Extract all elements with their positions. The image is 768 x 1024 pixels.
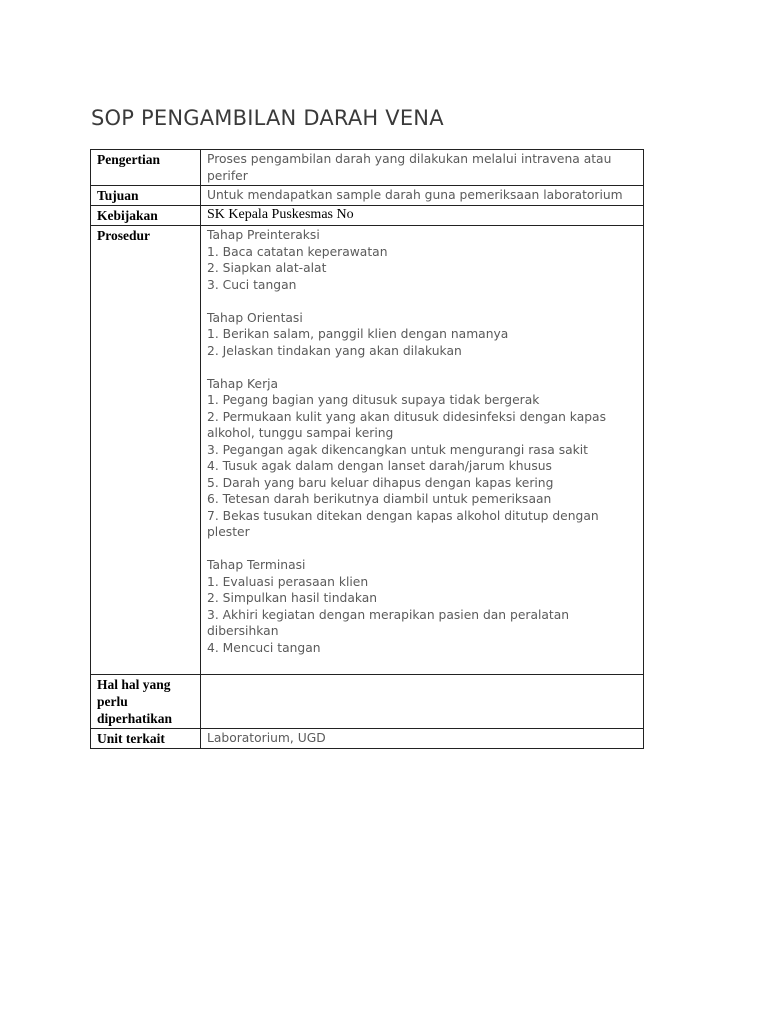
procedure-section-preinteraksi [207,227,637,293]
table-row-hal [91,675,644,729]
row-label-unit: Unit terkait [91,729,201,749]
procedure-step: 7. Bekas tusukan ditekan dengan kapas alkohol ditutup dengan plester [207,508,599,539]
row-value-tujuan: Untuk mendapatkan sample darah guna pemeriksaan laboratorium [201,186,644,206]
row-value-hal [201,675,644,729]
row-value-kebijakan: SK Kepala Puskesmas No [201,206,644,226]
row-label-tujuan: Tujuan [91,186,201,206]
table-row-prosedur [91,226,644,675]
procedure-step: 1. Pegang bagian yang ditusuk supaya tidak bergerak [207,393,540,407]
procedure-step: 2. Siapkan alat-alat [207,261,327,275]
procedure-step: 1. Evaluasi perasaan klien [207,574,369,589]
procedure-section-terminasi [207,557,637,656]
row-value-prosedur [201,226,644,675]
section-heading: Tahap Terminasi [207,558,306,572]
procedure-step: 2. Permukaan kulit yang akan ditusuk didesinfeksi dengan kapas alkohol, tunggu sampai kering [207,409,606,440]
section-heading: Tahap Kerja [207,376,279,391]
row-label-pengertian: Pengertian [91,150,201,186]
procedure-step: 3. Pegangan agak dikencangkan untuk mengurangi rasa sakit [207,442,588,457]
procedure-step: 1. Berikan salam, panggil klien dengan namanya [207,327,509,341]
table-row-tujuan [91,186,644,206]
procedure-step: 1. Baca catatan keperawatan [207,244,388,259]
procedure-step: 3. Akhiri kegiatan dengan merapikan pasien dan peralatan dibersihkan [207,607,570,638]
procedure-step: 2. Jelaskan tindakan yang akan dilakukan [207,343,462,358]
procedure-step: 5. Darah yang baru keluar dihapus dengan kapas kering [207,475,554,490]
row-value-pengertian: Proses pengambilan darah yang dilakukan melalui intravena atau perifer [201,150,644,186]
table-row-kebijakan [91,206,644,226]
row-label-prosedur: Prosedur [91,226,201,675]
table-row-unit [91,729,644,749]
procedure-step: 4. Tusuk agak dalam dengan lanset darah/jarum khusus [207,459,552,473]
sop-table [90,149,644,749]
procedure-step: 4. Mencuci tangan [207,640,321,655]
procedure-step: 2. Simpulkan hasil tindakan [207,591,378,605]
table-row-pengertian [91,150,644,186]
section-heading: Tahap Preinteraksi [207,228,320,242]
row-label-kebijakan: Kebijakan [91,206,201,226]
procedure-step: 6. Tetesan darah berikutnya diambil untuk pemeriksaan [207,492,552,506]
section-heading: Tahap Orientasi [207,310,303,325]
procedure-section-kerja [207,376,637,541]
procedure-step: 3. Cuci tangan [207,277,297,292]
procedure-section-orientasi [207,310,637,360]
row-label-hal: Hal hal yang perlu diperhatikan [91,675,201,729]
page-title: SOP PENGAMBILAN DARAH VENA [91,106,444,130]
row-value-unit: Laboratorium, UGD [201,729,644,749]
